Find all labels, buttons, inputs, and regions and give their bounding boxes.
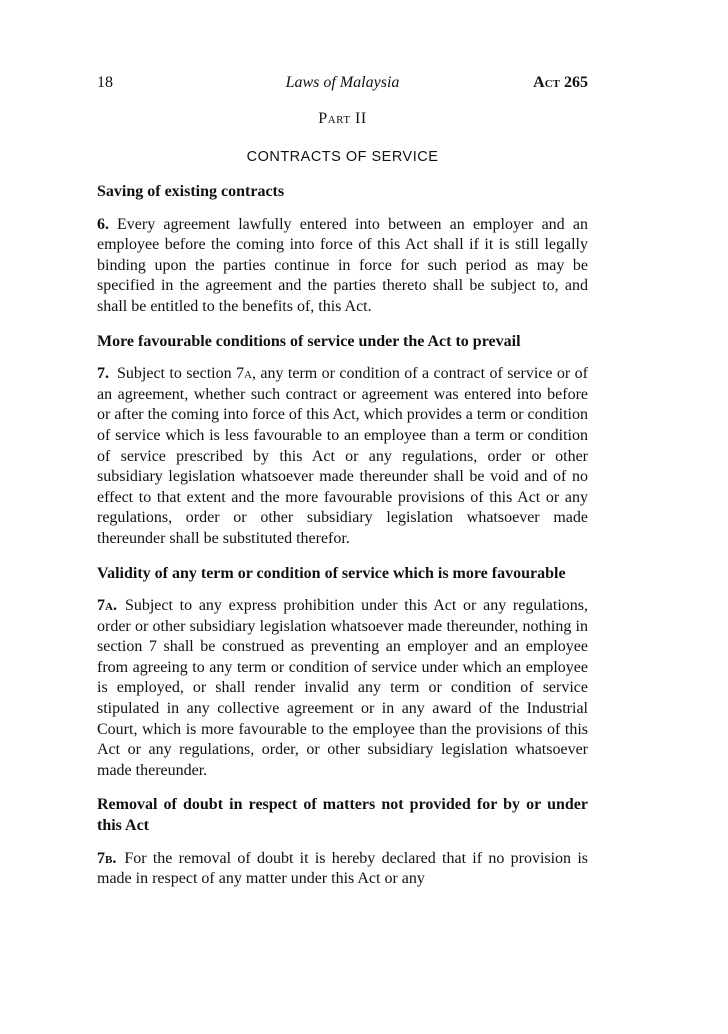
section-number: 7b. xyxy=(97,849,117,867)
section-text: For the removal of doubt it is hereby declared that if no provision is made in respect of any matter under this Act or any xyxy=(97,849,588,888)
document-body xyxy=(97,182,588,904)
section-number: 7. xyxy=(97,365,109,383)
section-text: Subject to any express prohibition under this Act or any regulations, order or other subsidiary legislation whatsoever made thereunder, nothing in section 7 shall be construed as preventing an employer and an employee from agreeing to any term or condition of service under which an employee is employed, or shall render invalid any term or condition of service stipulated in any collective agreement or in any award of the Industrial Court, which is more favourable to the employee than the provisions of this Act or any regulations, order, or other subsidiary legislation whatsoever made thereunder. xyxy=(97,597,588,779)
page-number: 18 xyxy=(97,74,113,91)
section-heading: More favourable conditions of service under the Act to prevail xyxy=(97,332,521,350)
section-text: Subject to section 7 xyxy=(117,365,245,383)
section-paragraph xyxy=(97,596,588,781)
section-paragraph xyxy=(97,215,588,318)
chapter-title: CONTRACTS OF SERVICE xyxy=(246,149,439,165)
part-title: Part II xyxy=(318,110,367,127)
section-text-cont: , any term or condition of a contract of service or of an agreement, whether such contract or agreement was entered into before or after the coming into force of this Act, which provides a term or condition of service which is less favourable to an employee than a term or condition of service prescribed by this Act or any regulations, order or other subsidiary legislation whatsoever made thereunder shall be void and of no effect to that extent and the more favourable provisions of this Act or any regulations, order or other subsidiary legislation whatsoever made thereunder shall be substituted therefor. xyxy=(97,365,588,547)
section-paragraph xyxy=(97,849,588,890)
section-ref-suffix: a xyxy=(244,365,252,383)
section-number: 7a. xyxy=(97,597,117,615)
act-number: Act 265 xyxy=(533,74,588,91)
section-heading: Validity of any term or condition of service which is more favourable xyxy=(97,564,566,582)
section-heading: Removal of doubt in respect of matters not provided for by or under this Act xyxy=(97,796,588,835)
page-header xyxy=(97,72,588,94)
section-heading: Saving of existing contracts xyxy=(97,183,285,200)
running-title: Laws of Malaysia xyxy=(285,74,400,91)
section-number: 6. xyxy=(97,215,109,233)
section-text: Every agreement lawfully entered into between an employer and an employee before the coming into force of this Act shall if it is still legally binding upon the parties continue in force for such period as may be specified in the agreement and the parties thereto shall be subject to, and shall be entitled to the benefits of, this Act. xyxy=(97,215,588,315)
section-paragraph xyxy=(97,364,588,549)
